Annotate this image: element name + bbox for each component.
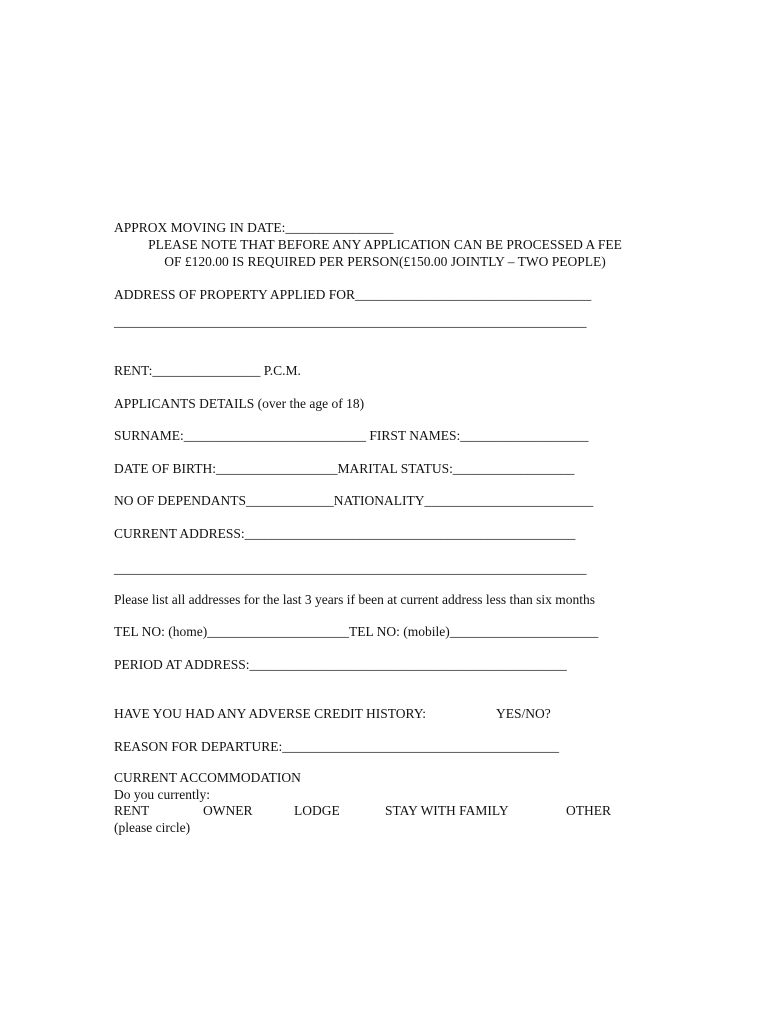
- accommodation-heading: CURRENT ACCOMMODATION: [114, 770, 301, 785]
- tel-line: TEL NO: (home)_____________________TEL NO: (mobile)______________________: [114, 624, 599, 639]
- surname-first-names-line: SURNAME:___________________________ FIRST NAMES:___________________: [114, 428, 589, 443]
- accommodation-option-other: OTHER: [566, 803, 611, 818]
- accommodation-option-rent: RENT: [114, 803, 150, 818]
- period-at-address-line: PERIOD AT ADDRESS:_______________________________________________: [114, 657, 567, 672]
- please-circle-note: (please circle): [114, 820, 191, 835]
- current-address-continuation: ______________________________________________________________________: [114, 561, 587, 576]
- departure-reason-line: REASON FOR DEPARTURE:_________________________________________: [114, 739, 559, 754]
- accommodation-option-stay-with-family: STAY WITH FAMILY: [385, 803, 509, 818]
- applicants-heading: APPLICANTS DETAILS (over the age of 18): [114, 396, 365, 411]
- fee-note-line-1: PLEASE NOTE THAT BEFORE ANY APPLICATION CAN BE PROCESSED A FEE: [148, 237, 622, 252]
- dob-marital-line: DATE OF BIRTH:__________________MARITAL STATUS:__________________: [114, 461, 575, 476]
- accommodation-option-lodge: LODGE: [294, 803, 340, 818]
- credit-history-question: HAVE YOU HAD ANY ADVERSE CREDIT HISTORY:: [114, 706, 427, 721]
- fee-note-line-2: OF £120.00 IS REQUIRED PER PERSON(£150.00 JOINTLY – TWO PEOPLE): [164, 254, 606, 269]
- moving-date-line: APPROX MOVING IN DATE:________________: [114, 220, 394, 235]
- accommodation-option-owner: OWNER: [203, 803, 253, 818]
- property-address-line: ADDRESS OF PROPERTY APPLIED FOR___________________________________: [114, 287, 592, 302]
- previous-addresses-note: Please list all addresses for the last 3 years if been at current address less than six months: [114, 592, 595, 607]
- current-address-line: CURRENT ADDRESS:_________________________________________________: [114, 526, 576, 541]
- do-you-currently: Do you currently:: [114, 787, 210, 802]
- property-address-continuation: ______________________________________________________________________: [114, 314, 587, 329]
- rent-line: RENT:________________ P.C.M.: [114, 363, 301, 378]
- credit-history-answer: YES/NO?: [496, 706, 551, 721]
- dependants-nationality-line: NO OF DEPENDANTS_____________NATIONALITY_________________________: [114, 493, 594, 508]
